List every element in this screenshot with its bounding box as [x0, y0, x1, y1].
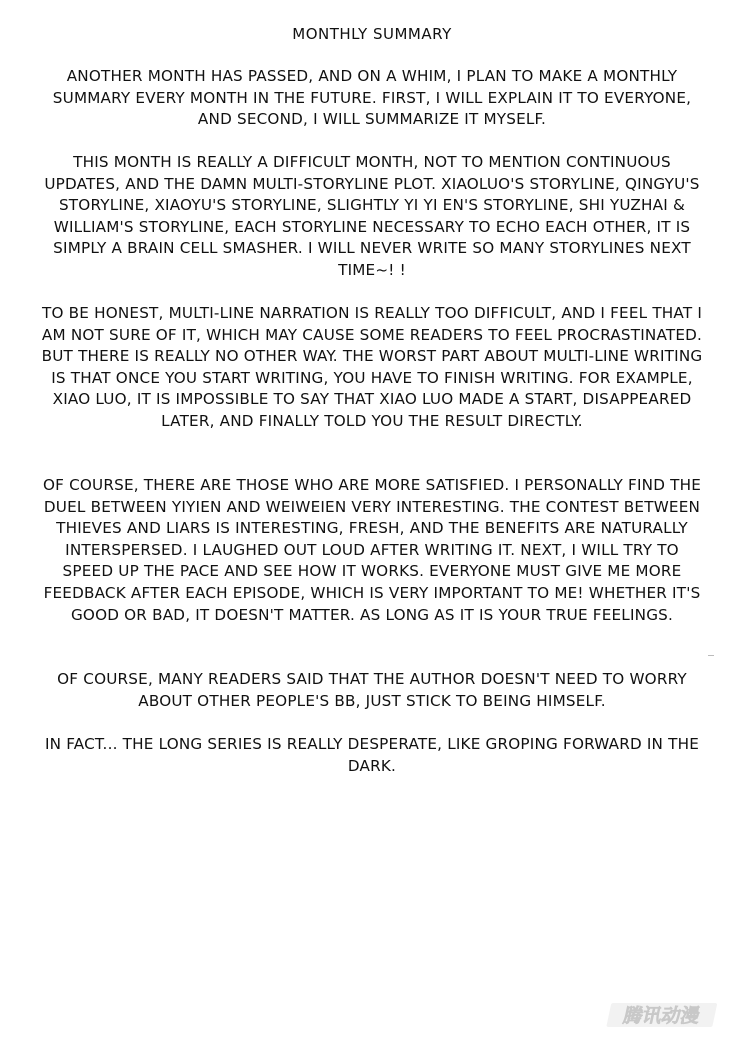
watermark-logo	[604, 1000, 722, 1030]
page-title: MONTHLY SUMMARY	[292, 25, 452, 43]
paragraph-in-fact: IN FACT... THE LONG SERIES IS REALLY DESPERATE, LIKE GROPING FORWARD IN THE DARK.	[44, 735, 700, 775]
paragraph-multi-line-narration: TO BE HONEST, MULTI-LINE NARRATION IS REALLY TOO DIFFICULT, AND I FEEL THAT I AM NOT SURE OF IT, WHICH MAY CAUSE SOME READERS TO FEEL PROCRASTINATED. BUT THERE IS REALLY NO OTHER WAY. THE WORST PART ABOUT MULTI-LINE WRITING IS THAT ONCE YOU START WRITING, YOU HAVE TO FINISH WRITING. FOR EXAMPLE, XIAO LUO, IT IS IMPOSSIBLE TO SAY THAT XIAO LUO MADE A START, DISAPPEARED LATER, AND FINALLY TOLD YOU THE RESULT DIRECTLY.	[41, 304, 703, 430]
stray-mark	[708, 655, 714, 656]
svg-text:腾讯动漫: 腾讯动漫	[621, 1004, 703, 1027]
paragraph-difficult-month: THIS MONTH IS REALLY A DIFFICULT MONTH, NOT TO MENTION CONTINUOUS UPDATES, AND THE DAMN MULTI-STORYLINE PLOT. XIAOLUO'S STORYLINE, QINGYU'S STORYLINE, XIAOYU'S STORYLINE, SLIGHTLY YI YI EN'S STORYLINE, SHI YUZHAI & WILLIAM'S STORYLINE, EACH STORYLINE NECESSARY TO ECHO EACH OTHER, IT IS SIMPLY A BRAIN CELL SMASHER. I WILL NEVER WRITE SO MANY STORYLINES NEXT TIME~! !	[44, 153, 700, 279]
paragraph-satisfied: OF COURSE, THERE ARE THOSE WHO ARE MORE SATISFIED. I PERSONALLY FIND THE DUEL BETWEEN YIYIEN AND WEIWEIEN VERY INTERESTING. THE CONTEST BETWEEN THIEVES AND LIARS IS INTERESTING, FRESH, AND THE BENEFITS ARE NATURALLY INTERSPERSED. I LAUGHED OUT LOUD AFTER WRITING IT. NEXT, I WILL TRY TO SPEED UP THE PACE AND SEE HOW IT WORKS. EVERYONE MUST GIVE ME MORE FEEDBACK AFTER EACH EPISODE, WHICH IS VERY IMPORTANT TO ME! WHETHER IT'S GOOD OR BAD, IT DOESN'T MATTER. AS LONG AS IT IS YOUR TRUE FEELINGS.	[42, 476, 702, 624]
paragraph-readers-said: OF COURSE, MANY READERS SAID THAT THE AUTHOR DOESN'T NEED TO WORRY ABOUT OTHER PEOPLE'S BB, JUST STICK TO BEING HIMSELF.	[57, 670, 687, 710]
paragraph-intro: ANOTHER MONTH HAS PASSED, AND ON A WHIM, I PLAN TO MAKE A MONTHLY SUMMARY EVERY MONTH IN THE FUTURE. FIRST, I WILL EXPLAIN IT TO EVERYONE, AND SECOND, I WILL SUMMARIZE IT MYSELF.	[52, 67, 692, 129]
